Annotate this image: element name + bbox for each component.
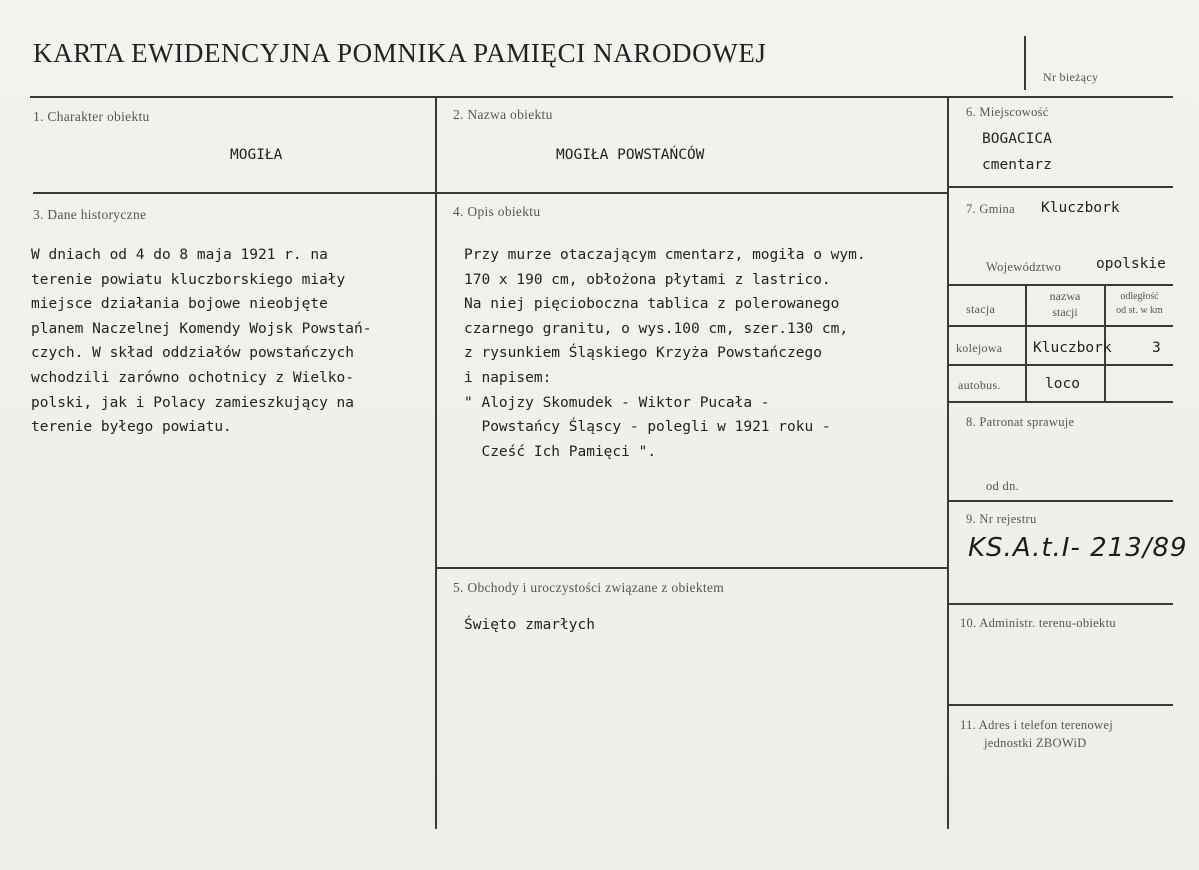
s6-line2: cmentarz bbox=[982, 157, 1052, 173]
station-table-col-1 bbox=[1025, 284, 1027, 401]
s1-label: 1. Charakter obiektu bbox=[33, 109, 150, 124]
s2-value: MOGIŁA POWSTAŃCÓW bbox=[556, 147, 705, 163]
s3-text: W dniach od 4 do 8 maja 1921 r. na terenie powiatu kluczborskiego miały miejsce działania bojowe nieobjęte planem Naczelnej Komendy Wojsk Powstań- czych. W skład oddziałów powstańczych wchodzili zarówno ochotnicy z Wielko- polski, jak i Polacy zamieszkujący na terenie byłego powiatu. bbox=[31, 247, 372, 436]
header-divider bbox=[1024, 36, 1026, 90]
s11-label-line2: jednostki ZBOWiD bbox=[984, 736, 1087, 750]
right-rule-10 bbox=[949, 704, 1173, 706]
station-row2-label: autobus. bbox=[958, 378, 1001, 392]
right-rule-8 bbox=[949, 500, 1173, 502]
station-table-header-rule bbox=[949, 325, 1173, 327]
station-table-bottom bbox=[949, 401, 1173, 403]
s5-value: Święto zmarłych bbox=[464, 617, 595, 633]
column-divider-2 bbox=[947, 98, 949, 829]
s11-label-line1: 11. Adres i telefon terenowej bbox=[960, 718, 1113, 732]
nr-biezacy-label: Nr bieżący bbox=[1043, 70, 1099, 84]
right-rule-6 bbox=[949, 186, 1173, 188]
station-name-header-a: nazwa bbox=[1049, 289, 1081, 303]
s7-woj-label: Województwo bbox=[986, 260, 1062, 274]
row-rule-1 bbox=[33, 192, 947, 194]
station-table-top bbox=[949, 284, 1173, 286]
s6-label: 6. Miejscowość bbox=[966, 105, 1049, 119]
s4-text: Przy murze otaczającym cmentarz, mogiła o wym. 170 x 190 cm, obłożona płytami z lastrico. Na niej pięcioboczna tablica z polerowanego czarnego granitu, o wys.100 cm, szer.130 cm, z rysunkiem Śląskiego Krzyża Powstańczego i napisem: " Alojzy Skomudek - Wiktor Pucała - Powstańcy Śląscy - polegli w 1921 roku - Cześć Ich Pamięci ". bbox=[464, 247, 866, 460]
s7-woj: opolskie bbox=[1096, 256, 1166, 272]
s8-od-label: od dn. bbox=[986, 479, 1020, 493]
station-name-header-b: stacji bbox=[1052, 305, 1078, 319]
station-row1-label: kolejowa bbox=[956, 341, 1003, 355]
s4-label: 4. Opis obiektu bbox=[453, 204, 541, 219]
station-table-row-rule bbox=[949, 364, 1173, 366]
s7-gmina: Kluczbork bbox=[1041, 200, 1120, 216]
column-divider-1 bbox=[435, 98, 437, 829]
s8-label: 8. Patronat sprawuje bbox=[966, 415, 1075, 429]
s7-label: 7. Gmina bbox=[966, 202, 1015, 216]
row-rule-5 bbox=[437, 567, 947, 569]
card-title: KARTA EWIDENCYJNA POMNIKA PAMIĘCI NARODOWEJ bbox=[33, 38, 767, 68]
header-rule bbox=[30, 96, 1173, 98]
right-rule-9 bbox=[949, 603, 1173, 605]
s10-label: 10. Administr. terenu-obiektu bbox=[960, 616, 1116, 630]
station-row1-name: Kluczbork bbox=[1033, 340, 1112, 356]
s9-handwritten-value: KS.A.t.I- 213/89 bbox=[968, 533, 1188, 563]
s2-label: 2. Nazwa obiektu bbox=[453, 107, 553, 122]
station-row1-dist: 3 bbox=[1152, 340, 1161, 356]
station-dist-header-b: od st. w km bbox=[1116, 305, 1163, 316]
s1-value: MOGIŁA bbox=[230, 147, 283, 163]
station-col-header: stacja bbox=[966, 302, 996, 316]
s3-label: 3. Dane historyczne bbox=[33, 207, 147, 222]
s9-label: 9. Nr rejestru bbox=[966, 512, 1037, 526]
s6-line1: BOGACICA bbox=[982, 131, 1052, 147]
s5-label: 5. Obchody i uroczystości związane z obiektem bbox=[453, 580, 725, 595]
station-row2-name: loco bbox=[1045, 376, 1080, 392]
station-dist-header-a: odległość bbox=[1120, 291, 1159, 302]
